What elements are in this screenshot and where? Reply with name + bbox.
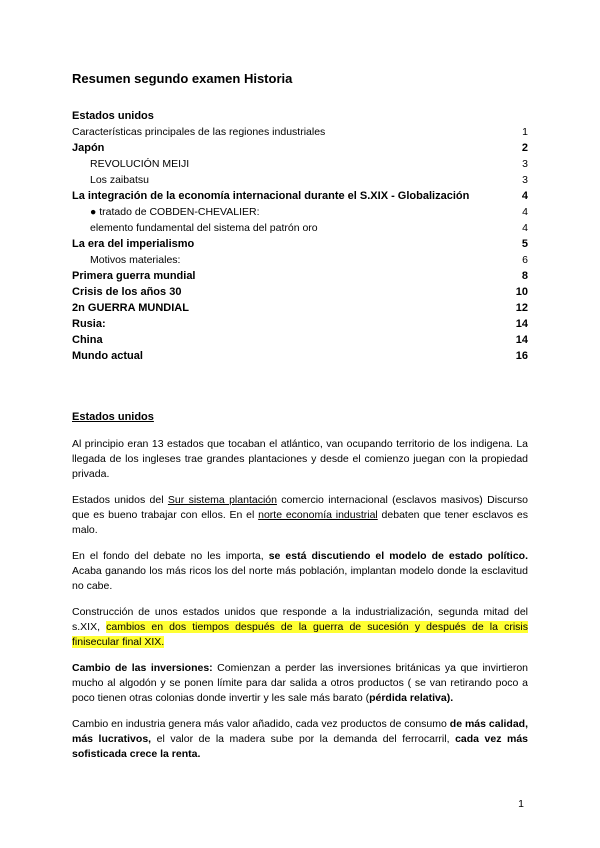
paragraph-2-text-c: debaten que tener esclavos es malo. (72, 509, 529, 536)
paragraph-5-text-a: Comienzan a perder las inversiones británicas ya que invirtieron mucho al algodón y se ponen límite para dar salida a otros productos ( se van retirando poco a poco tienen otras colonias donde invertir y les sale más barato ( (72, 662, 528, 704)
paragraph-5 (72, 661, 528, 706)
highlighted-text: cambios en dos tiempos después de la guerra de sucesión y después de la crisis finisecular final XIX. (72, 621, 529, 648)
toc-entry[interactable] (72, 252, 528, 268)
toc-entry-label: Motivos materiales: (90, 254, 181, 266)
toc-entry-label: Los zaibatsu (90, 174, 149, 186)
paragraph-6 (72, 717, 528, 762)
toc-entry-page: 1 (522, 126, 528, 138)
toc-entry-label: REVOLUCIÓN MEIJI (90, 158, 190, 170)
toc-entry[interactable] (72, 348, 528, 364)
toc-entry-label: China (72, 334, 103, 346)
toc-entry-page: 3 (522, 174, 528, 186)
section-heading: Estados unidos (72, 411, 154, 423)
toc-entry[interactable] (72, 156, 528, 172)
paragraph-2-text-a: Estados unidos del (72, 494, 168, 506)
toc-entry-label: Crisis de los años 30 (72, 286, 182, 298)
toc-entry[interactable] (72, 204, 528, 220)
toc-entry[interactable] (72, 316, 528, 332)
toc-entry-label: La integración de la economía internacional durante el S.XIX - Globalización (72, 190, 470, 202)
document-body (72, 410, 528, 773)
toc-entry-page: 16 (515, 350, 528, 362)
page-number: 1 (518, 798, 524, 810)
toc-entry-label: La era del imperialismo (72, 238, 195, 250)
toc-entry[interactable] (72, 300, 528, 316)
paragraph-2 (72, 493, 528, 538)
underlined-norte-industrial: norte economía industrial (258, 509, 378, 521)
toc-entry-label: Características principales de las regiones industriales (72, 126, 326, 138)
paragraph-3-text-b: Acaba ganando los más ricos los del norte más población, implantan modelo donde la esclavitud no cabe. (72, 565, 528, 592)
toc-entry-page: 6 (522, 254, 528, 266)
toc-entry-label: elemento fundamental del sistema del patrón oro (90, 222, 318, 234)
toc-entry-label: Rusia: (72, 318, 106, 330)
toc-entry-page: 4 (522, 222, 528, 234)
toc-entry-label: Mundo actual (72, 350, 143, 362)
paragraph-6-text-b: el valor de la madera sube por la demanda del ferrocarril, (151, 733, 456, 745)
paragraph-6-text-a: Cambio en industria genera más valor añadido, cada vez productos de consumo (72, 718, 450, 730)
toc-entry-label: Estados unidos (72, 110, 154, 122)
toc-entry-page: 4 (521, 190, 528, 202)
paragraph-2-text-b: comercio internacional (esclavos masivos) Discurso que es bueno trabajar con ellos. En el (72, 494, 528, 521)
paragraph-1: Al principio eran 13 estados que tocaban el atlántico, van ocupando territorio de los indigena. La llegada de los ingleses trae grandes plantaciones y desde el comienzo juegan con la propiedad privada. (72, 438, 528, 480)
toc-entry-page: 4 (522, 206, 528, 218)
paragraph-5-bold-lead: Cambio de las inversiones: (72, 662, 213, 674)
paragraph-6-bold-1: de más calidad, más lucrativos, (72, 718, 529, 745)
toc-entry[interactable] (72, 172, 528, 188)
toc-entry[interactable] (72, 220, 528, 236)
toc-entry[interactable] (72, 284, 528, 300)
toc-entry[interactable] (72, 236, 528, 252)
toc-entry[interactable] (72, 140, 528, 156)
paragraph-4-text-a: Construcción de unos estados unidos que responde a la industrialización, segunda mitad del s.XIX, (72, 606, 528, 633)
toc-entry[interactable] (72, 332, 528, 348)
paragraph-5-bold-end: pérdida relativa). (369, 692, 454, 704)
toc-entry-page: 14 (515, 334, 528, 346)
toc-entry-page: 2 (521, 142, 528, 154)
paragraph-6-bold-2: cada vez más sofisticada crece la renta. (72, 733, 529, 760)
paragraph-4 (72, 605, 528, 650)
toc-entry-label: Japón (72, 142, 105, 154)
toc-entry[interactable] (72, 268, 528, 284)
toc-entry-page: 12 (515, 302, 528, 314)
toc-entry-page: 14 (515, 318, 528, 330)
toc-entry-page: 8 (521, 270, 528, 282)
paragraph-3-text-a: En el fondo del debate no les importa, (72, 550, 269, 562)
toc-entry-page: 10 (515, 286, 528, 298)
toc-entry-page: 3 (522, 158, 528, 170)
toc-entry[interactable] (72, 108, 528, 124)
toc-entry-label: Primera guerra mundial (72, 270, 196, 282)
underlined-sur-plantacion: Sur sistema plantación (167, 494, 277, 506)
toc-entry[interactable] (72, 188, 528, 204)
toc-entry-label: ● tratado de COBDEN-CHEVALIER: (90, 206, 260, 218)
toc-entry[interactable] (72, 124, 528, 140)
document-title: Resumen segundo examen Historia (72, 71, 293, 86)
paragraph-3-bold: se está discutiendo el modelo de estado político. (268, 550, 528, 562)
toc-entry-page: 5 (521, 238, 528, 250)
paragraph-3 (72, 549, 528, 594)
table-of-contents (72, 108, 528, 364)
toc-entry-label: 2n GUERRA MUNDIAL (72, 302, 189, 314)
